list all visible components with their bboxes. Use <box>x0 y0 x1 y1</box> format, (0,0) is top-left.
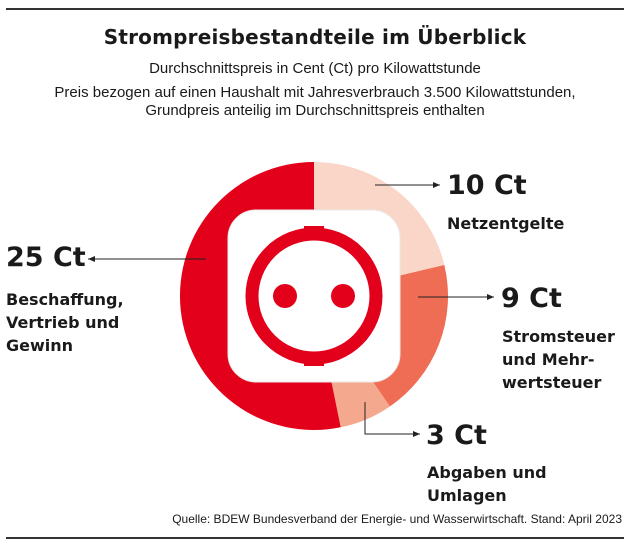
slice-value-stromsteuer: 9 Ct <box>501 283 562 314</box>
slice-value-abgaben: 3 Ct <box>426 420 487 451</box>
slice-label-line: Stromsteuer <box>502 327 615 346</box>
slice-label-line: Abgaben und Umlagen <box>427 463 547 505</box>
power-socket-icon <box>228 210 400 382</box>
slice-label-beschaffung <box>6 288 124 357</box>
slice-label-stromsteuer <box>502 325 615 394</box>
slice-label-line: und Mehr- <box>502 350 595 369</box>
slice-value-netzentgelte: 10 Ct <box>447 170 527 201</box>
slice-label-line: Vertrieb und <box>6 313 120 332</box>
slice-label-line: Netzentgelte <box>447 214 565 233</box>
slice-label-abgaben <box>427 461 630 507</box>
bottom-rule <box>6 537 624 539</box>
chart-title: Strompreisbestandteile im Überblick <box>103 25 527 49</box>
slice-value-beschaffung: 25 Ct <box>6 242 86 273</box>
chart-note-line2: Grundpreis anteilig im Durchschnittspreis enthalten <box>145 102 485 119</box>
slice-label-netzentgelte <box>447 212 564 235</box>
chart-note-line1: Preis bezogen auf einen Haushalt mit Jahresverbrauch 3.500 Kilowattstunden, <box>54 84 576 101</box>
source-note: Quelle: BDEW Bundesverband der Energie- und Wasserwirtschaft. Stand: April 2023 <box>172 512 622 526</box>
slice-label-line: Beschaffung, <box>6 290 124 309</box>
slice-label-line: Gewinn <box>6 336 74 355</box>
chart-subtitle: Durchschnittspreis in Cent (Ct) pro Kilowattstunde <box>149 60 481 77</box>
slice-label-line: wertsteuer <box>502 373 602 392</box>
